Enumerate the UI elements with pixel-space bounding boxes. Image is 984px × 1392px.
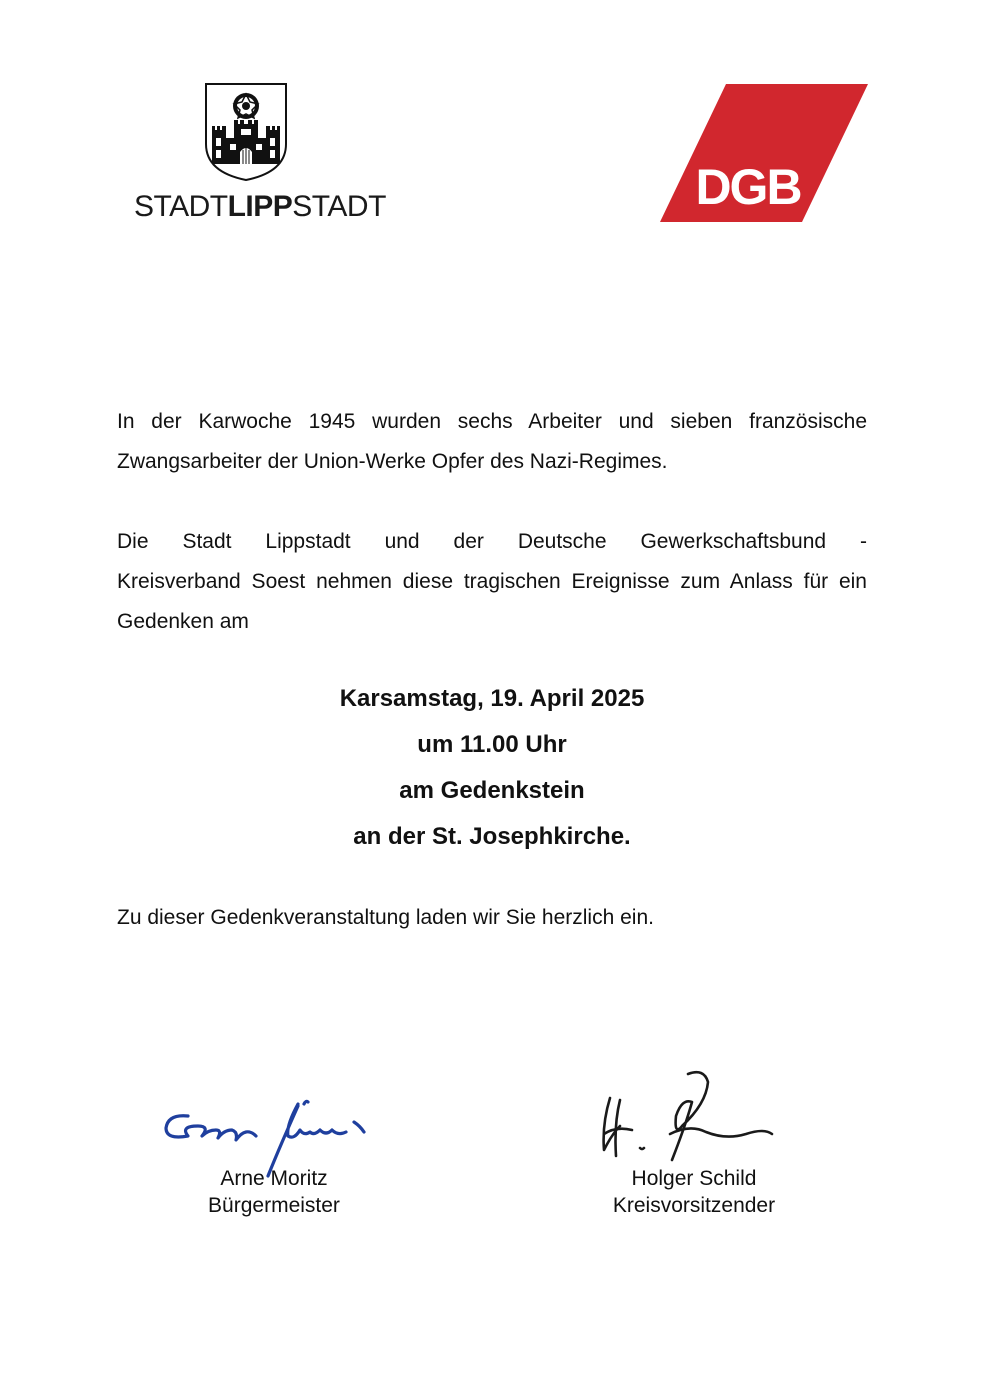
dgb-logo xyxy=(660,84,868,222)
event-time: um 11.00 Uhr xyxy=(417,731,567,758)
event-place: am Gedenkstein xyxy=(399,777,585,804)
signatory-chairman xyxy=(584,1165,804,1219)
signatory-role: Bürgermeister xyxy=(208,1194,340,1217)
event-details xyxy=(117,676,867,860)
city-crest-icon xyxy=(204,82,288,182)
intro-paragraph: In der Karwoche 1945 wurden sechs Arbeiter und sieben französische Zwangsarbeiter der Union-Werke Opfer des Nazi-Regimes. xyxy=(117,410,867,473)
city-wordmark-part-3: STADT xyxy=(292,190,386,223)
invitation-line-1: Die Stadt Lippstadt und der Deutsche Gewerkschaftsbund - xyxy=(117,530,867,553)
signatory-role: Kreisvorsitzender xyxy=(612,1194,776,1217)
signatory-name: Arne Moritz xyxy=(220,1167,328,1190)
city-logo xyxy=(134,82,386,224)
invitation-line-rest: Kreisverband Soest nehmen diese tragischen Ereignisse zum Anlass für ein Gedenken am xyxy=(117,570,867,633)
signatory-mayor xyxy=(174,1165,374,1219)
closing-paragraph: Zu dieser Gedenkveranstaltung laden wir Sie herzlich ein. xyxy=(117,906,654,929)
chairman-signature xyxy=(596,1064,786,1174)
dgb-logo-text: DGB xyxy=(695,159,801,215)
city-wordmark-part-1: STADT xyxy=(134,190,228,223)
city-wordmark xyxy=(134,190,386,224)
dgb-logo-graphic xyxy=(660,84,868,222)
invitation-paragraph xyxy=(117,522,867,642)
city-wordmark-part-2: LIPP xyxy=(227,190,293,223)
event-date: Karsamstag, 19. April 2025 xyxy=(339,685,645,712)
event-location: an der St. Josephkirche. xyxy=(353,823,631,850)
signatory-name: Holger Schild xyxy=(631,1167,757,1190)
